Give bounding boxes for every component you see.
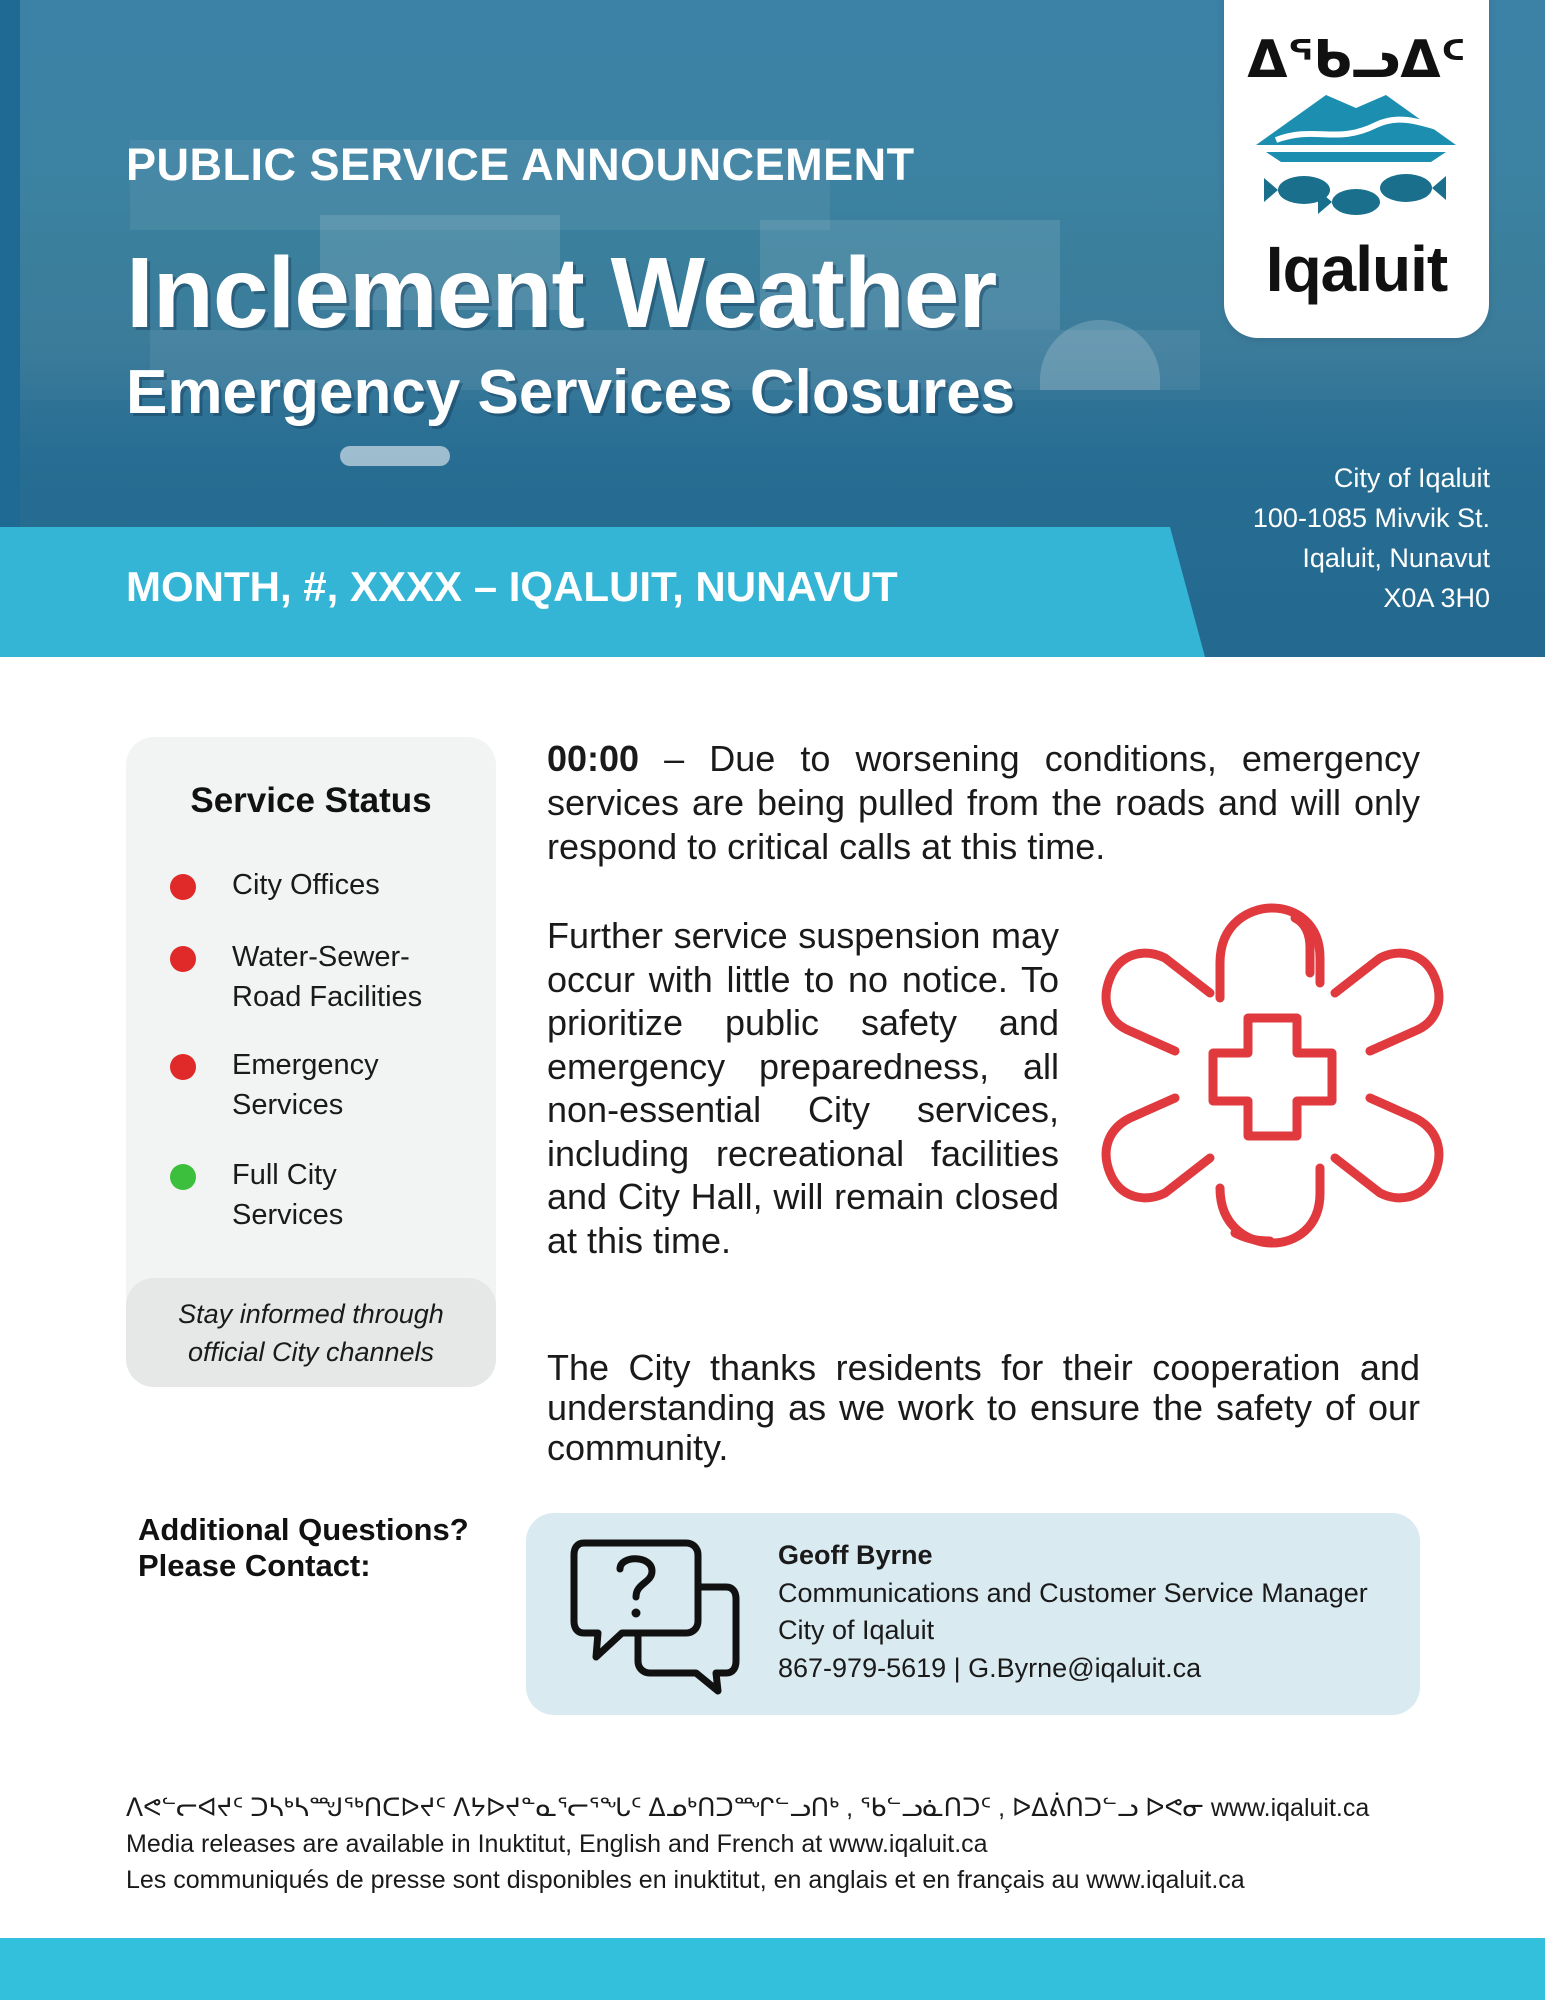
question-dot xyxy=(632,1609,641,1618)
service-status-panel xyxy=(126,737,496,1387)
stay-informed-text: Stay informed through official City channels xyxy=(178,1298,444,1367)
footer-line-french: Les communiqués de presse sont disponibles en inuktitut, en anglais et en français au www.iqaluit.ca xyxy=(126,1866,1245,1894)
stay-informed-note xyxy=(126,1278,496,1387)
boat xyxy=(340,446,450,466)
question-chat-bubbles-icon xyxy=(570,1539,740,1695)
city-address xyxy=(1170,458,1490,618)
logo-wordmark: Iqaluit xyxy=(1265,233,1448,305)
update-text: – Due to worsening conditions, emergency services are being pulled from the roads and will only respond to critical calls at this time. xyxy=(547,738,1420,867)
star-of-life-cross-icon xyxy=(1100,903,1445,1248)
footer-bar xyxy=(0,1938,1545,2000)
status-label: Water-Sewer- Road Facilities xyxy=(232,941,423,1013)
contact-org: City of Iqaluit xyxy=(778,1615,935,1645)
update-paragraph xyxy=(547,737,1420,869)
status-dot-icon xyxy=(170,1164,196,1190)
address-line: Iqaluit, Nunavut xyxy=(1302,543,1490,573)
contact-phone-email: 867-979-5619 | G.Byrne@iqaluit.ca xyxy=(778,1652,1202,1683)
status-label: Full City Services xyxy=(232,1159,344,1231)
dateline: MONTH, #, XXXX – IQALUIT, NUNAVUT xyxy=(126,563,898,610)
address-line: 100-1085 Mivvik St. xyxy=(1252,503,1490,533)
header-left-edge xyxy=(0,0,20,527)
contact-name: Geoff Byrne xyxy=(778,1540,933,1570)
contact-details xyxy=(778,1537,1398,1687)
service-status-title: Service Status xyxy=(190,781,432,820)
status-dot-icon xyxy=(170,874,196,900)
status-dot-icon xyxy=(170,946,196,972)
thanks-paragraph: The City thanks residents for their cooperation and understanding as we work to ensure the safety of our community. xyxy=(547,1347,1420,1468)
media-release-footer xyxy=(126,1790,1426,1898)
footer-line-english: Media releases are available in Inuktitut, English and French at www.iqaluit.ca xyxy=(126,1830,988,1858)
page-subtitle: Emergency Services Closures xyxy=(126,358,1016,427)
address-line: City of Iqaluit xyxy=(1333,463,1490,493)
contact-card xyxy=(526,1513,1420,1715)
iqaluit-logo xyxy=(1224,0,1489,338)
status-label: City Offices xyxy=(232,869,380,901)
footer-line-inuktitut: ᐱᕙᓪᓕᐊᔪᑦ ᑐᓴᒃᓴᙳᖅᑎᑕᐅᔪᑦ ᐱᔭᐅᔪᓐᓇᕐᓕᕐᖓᑦ ᐃᓄᒃᑎᑐᙱᓪᓗᑎᒃ , ᖃᓪᓗᓈᑎᑐᑦ , ᐅᐃᕖᑎᑐᓪᓗ ᐅᕙᓂ www.iqaluit.ca xyxy=(126,1794,1370,1822)
contact-prompt: Additional Questions? Please Contact: xyxy=(138,1512,469,1583)
logo-mountain-fish-icon xyxy=(1256,90,1456,230)
status-label: Emergency Services xyxy=(232,1049,379,1121)
suspension-paragraph: Further service suspension may occur with little to no notice. To prioritize public safety and emergency preparedness, all non-essential City services, including recreational facilities and City Hall, will remain closed at this time. xyxy=(547,915,1059,1261)
logo-syllabics: ᐃᖃᓗᐃᑦ xyxy=(1247,31,1466,89)
contact-role: Communications and Customer Service Manager xyxy=(778,1577,1368,1608)
update-time: 00:00 xyxy=(547,738,640,779)
address-line: X0A 3H0 xyxy=(1383,583,1490,613)
status-dot-icon xyxy=(170,1054,196,1080)
psa-label: PUBLIC SERVICE ANNOUNCEMENT xyxy=(126,139,915,190)
page-title: Inclement Weather xyxy=(126,237,997,349)
